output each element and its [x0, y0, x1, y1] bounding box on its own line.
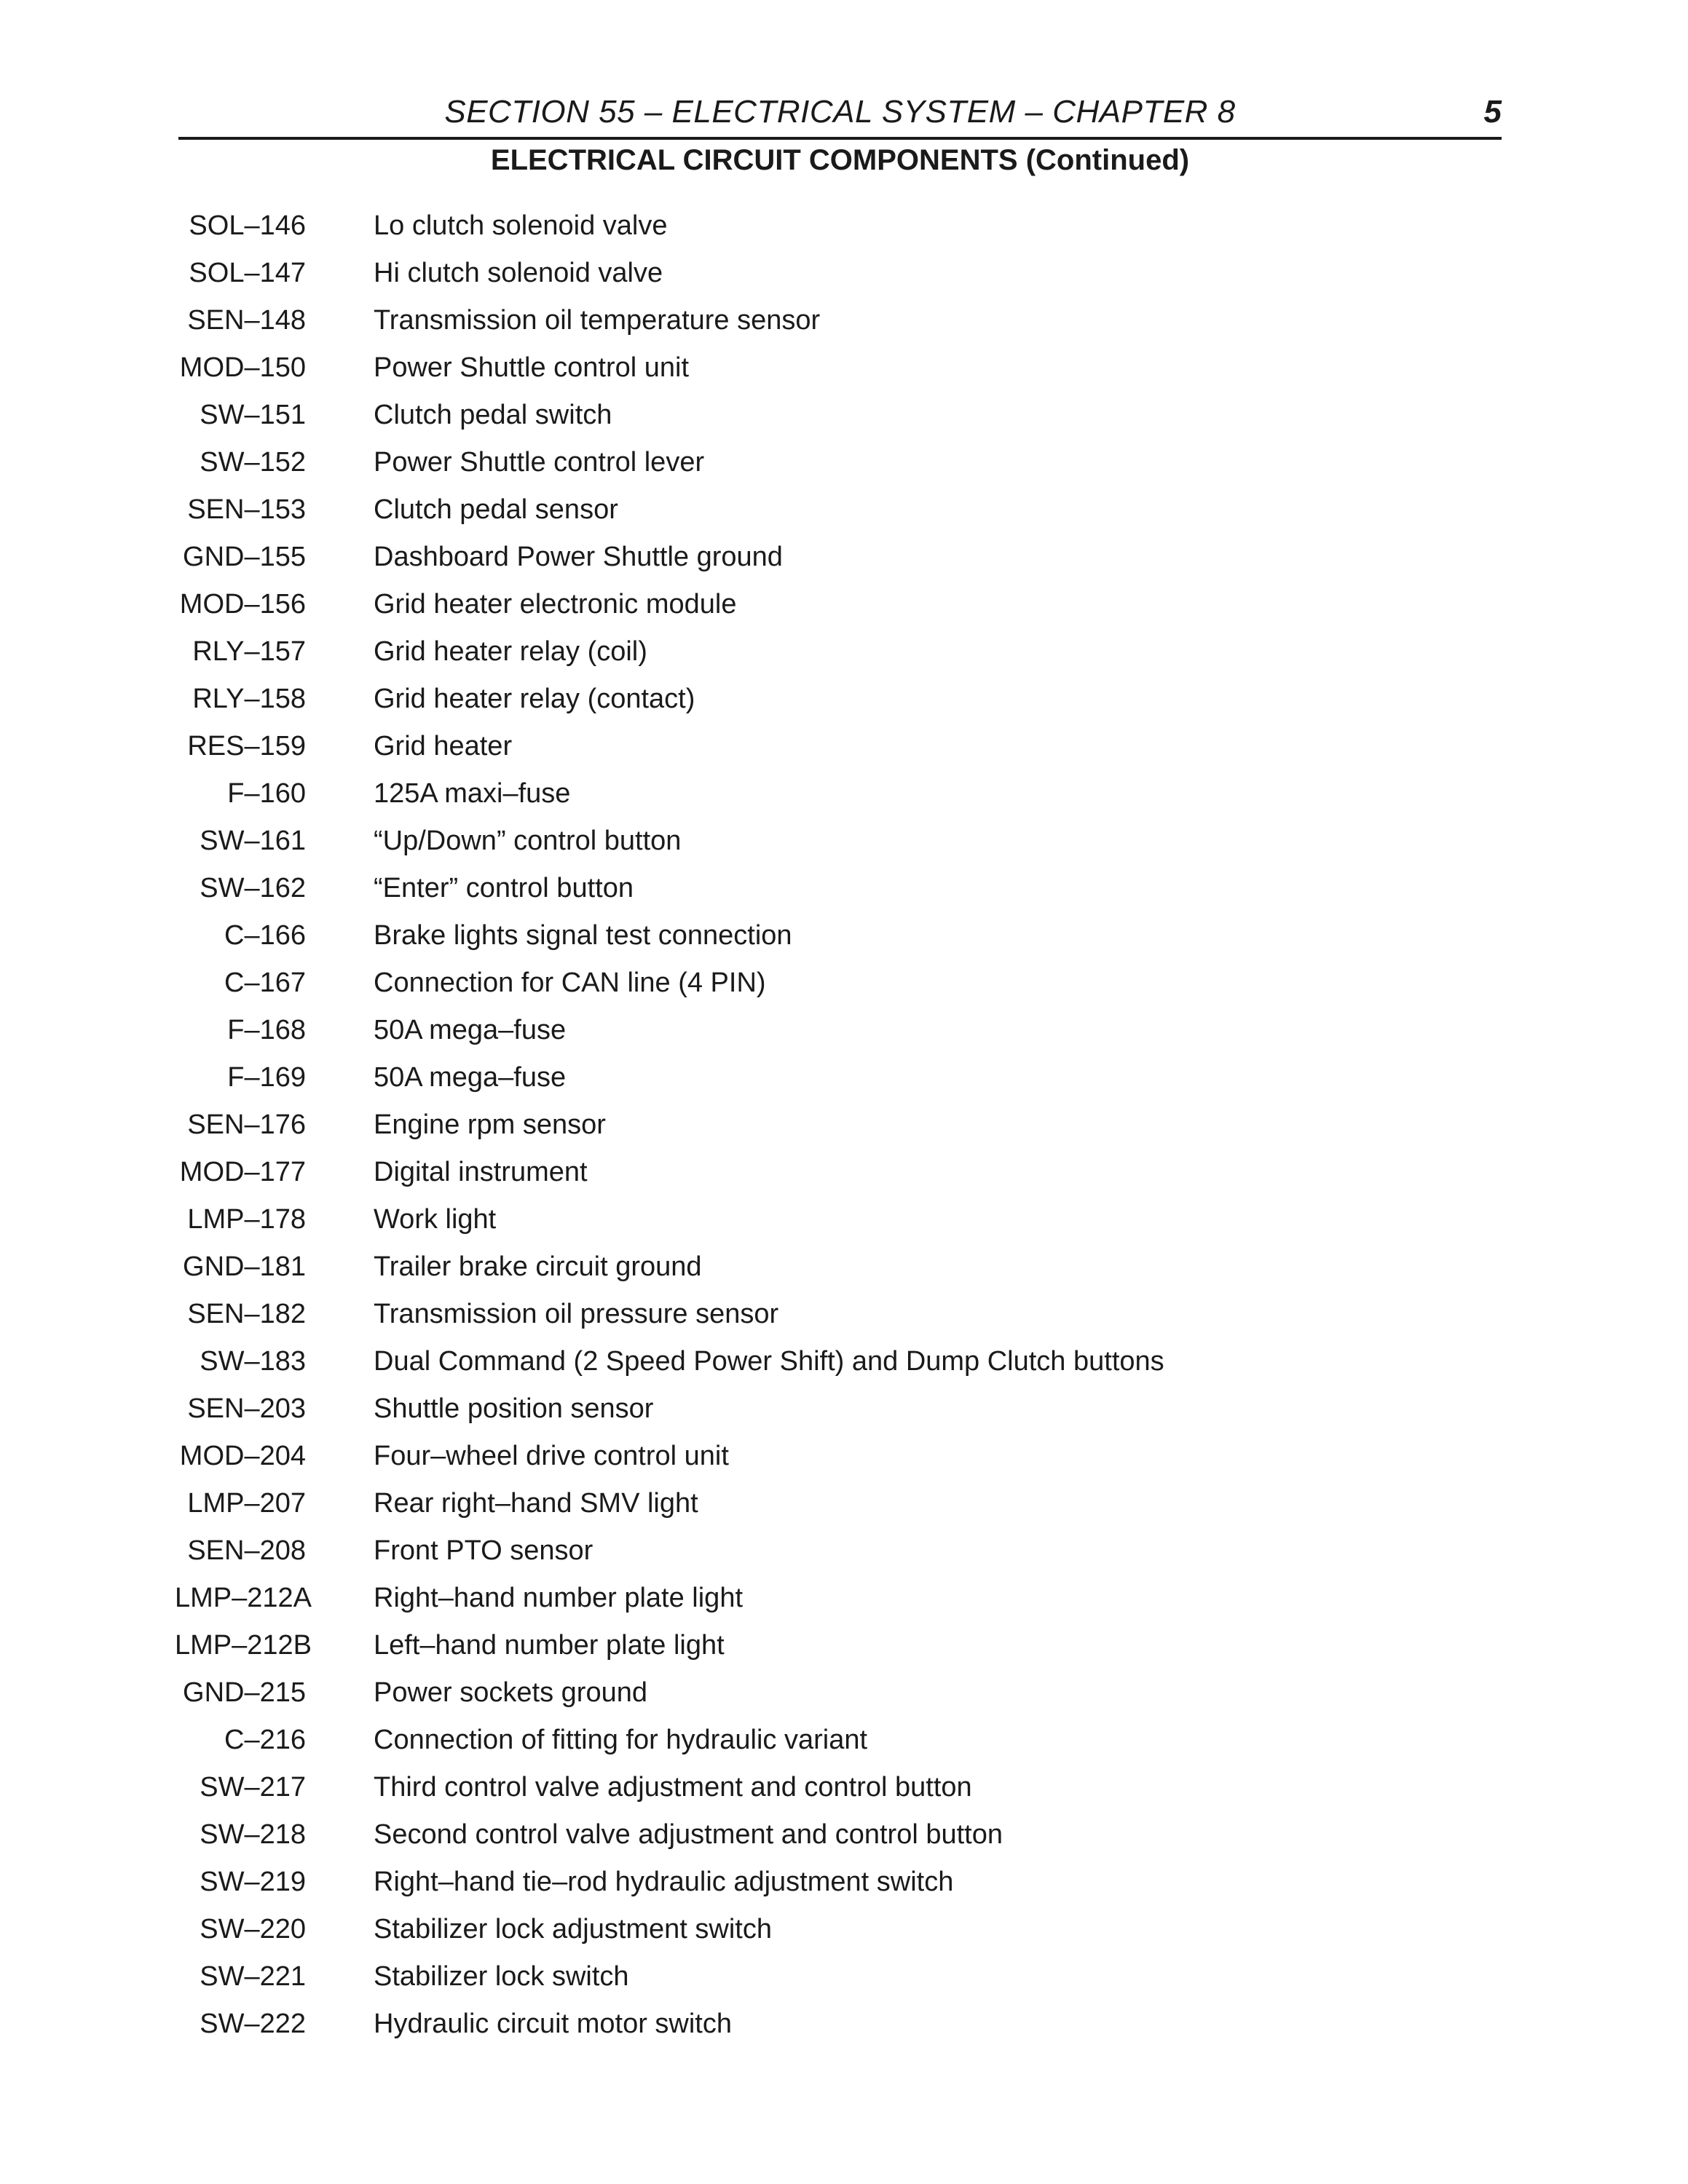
component-description: Trailer brake circuit ground	[374, 1251, 702, 1282]
component-description: Left–hand number plate light	[374, 1630, 725, 1661]
component-description: Dashboard Power Shuttle ground	[374, 542, 783, 572]
component-code: MOD–150	[179, 352, 306, 383]
component-row	[175, 1338, 1500, 1385]
component-code: SEN–208	[187, 1535, 306, 1566]
component-row	[175, 1764, 1500, 1811]
component-row	[175, 344, 1500, 392]
component-row	[175, 486, 1500, 534]
component-description: Right–hand tie–rod hydraulic adjustment switch	[374, 1867, 954, 1897]
component-description: Second control valve adjustment and control button	[374, 1819, 1003, 1850]
component-code: SW–220	[200, 1914, 306, 1944]
component-row	[175, 1480, 1500, 1527]
page-number: 5	[1483, 94, 1502, 130]
component-code: LMP–207	[187, 1488, 306, 1519]
component-row	[175, 202, 1500, 250]
component-row	[175, 912, 1500, 960]
component-row	[175, 2001, 1500, 2048]
component-row	[175, 960, 1500, 1007]
component-row	[175, 1527, 1500, 1575]
component-description: 50A mega–fuse	[374, 1015, 567, 1045]
component-description: Shuttle position sensor	[374, 1393, 654, 1424]
component-row	[175, 1243, 1500, 1291]
component-code: SW–162	[200, 873, 306, 903]
component-code: GND–215	[183, 1677, 306, 1708]
component-code: SW–161	[200, 826, 306, 856]
component-row	[175, 1433, 1500, 1480]
component-row	[175, 1953, 1500, 2001]
component-description: “Enter” control button	[374, 873, 634, 903]
component-code: SW–221	[200, 1961, 306, 1992]
component-code: LMP–212A	[175, 1583, 312, 1613]
component-code: MOD–177	[179, 1157, 306, 1187]
component-description: Power Shuttle control unit	[374, 352, 690, 383]
component-code: SW–183	[200, 1346, 306, 1377]
page-header	[178, 92, 1502, 140]
component-code: C–216	[224, 1725, 306, 1755]
component-description: Right–hand number plate light	[374, 1583, 744, 1613]
component-description: Hydraulic circuit motor switch	[374, 2009, 732, 2039]
component-code: SEN–153	[187, 494, 306, 525]
component-row	[175, 534, 1500, 581]
component-code: GND–181	[183, 1251, 306, 1282]
component-code: C–166	[224, 920, 306, 951]
running-title: SECTION 55 – ELECTRICAL SYSTEM – CHAPTER 8	[444, 94, 1236, 130]
component-description: 50A mega–fuse	[374, 1062, 567, 1093]
component-row	[175, 1291, 1500, 1338]
component-description: 125A maxi–fuse	[374, 778, 571, 809]
component-description: Connection of fitting for hydraulic variant	[374, 1725, 868, 1755]
component-code: SW–151	[200, 400, 306, 430]
component-row	[175, 1811, 1500, 1859]
component-list	[175, 202, 1500, 2048]
component-code: GND–155	[183, 542, 306, 572]
component-code: C–167	[224, 968, 306, 998]
component-row	[175, 865, 1500, 912]
component-description: Front PTO sensor	[374, 1535, 593, 1566]
component-description: Grid heater electronic module	[374, 589, 737, 620]
component-row	[175, 1575, 1500, 1622]
component-code: F–160	[227, 778, 306, 809]
component-description: Grid heater relay (coil)	[374, 636, 647, 667]
component-row	[175, 1007, 1500, 1054]
component-description: Transmission oil temperature sensor	[374, 305, 821, 336]
component-code: MOD–156	[179, 589, 306, 620]
component-description: Four–wheel drive control unit	[374, 1441, 729, 1471]
component-row	[175, 1196, 1500, 1243]
component-row	[175, 818, 1500, 865]
component-row	[175, 1054, 1500, 1101]
component-description: Transmission oil pressure sensor	[374, 1299, 779, 1329]
component-description: Rear right–hand SMV light	[374, 1488, 698, 1519]
component-code: SW–219	[200, 1867, 306, 1897]
component-code: SOL–146	[189, 210, 306, 241]
component-row	[175, 581, 1500, 628]
component-description: Clutch pedal sensor	[374, 494, 618, 525]
component-row	[175, 439, 1500, 486]
component-row	[175, 1717, 1500, 1764]
component-code: RLY–158	[192, 684, 306, 714]
component-code: SOL–147	[189, 258, 306, 288]
component-code: SW–152	[200, 447, 306, 478]
component-code: F–168	[227, 1015, 306, 1045]
component-description: Clutch pedal switch	[374, 400, 612, 430]
component-code: LMP–212B	[175, 1630, 312, 1661]
component-row	[175, 1622, 1500, 1669]
component-description: Grid heater relay (contact)	[374, 684, 695, 714]
component-description: Digital instrument	[374, 1157, 588, 1187]
component-row	[175, 392, 1500, 439]
component-description: Brake lights signal test connection	[374, 920, 792, 951]
component-row	[175, 1906, 1500, 1953]
component-description: Connection for CAN line (4 PIN)	[374, 968, 766, 998]
component-row	[175, 1669, 1500, 1717]
component-row	[175, 1385, 1500, 1433]
component-code: RLY–157	[192, 636, 306, 667]
component-code: LMP–178	[187, 1204, 306, 1235]
component-code: SW–222	[200, 2009, 306, 2039]
component-code: SW–217	[200, 1772, 306, 1803]
component-description: Grid heater	[374, 731, 513, 761]
component-code: SEN–176	[187, 1109, 306, 1140]
component-row	[175, 1149, 1500, 1196]
component-code: RES–159	[187, 731, 306, 761]
component-row	[175, 297, 1500, 344]
component-code: SW–218	[200, 1819, 306, 1850]
component-row	[175, 676, 1500, 723]
component-code: MOD–204	[179, 1441, 306, 1471]
component-description: Third control valve adjustment and control button	[374, 1772, 972, 1803]
component-row	[175, 628, 1500, 676]
component-description: Lo clutch solenoid valve	[374, 210, 668, 241]
component-description: Work light	[374, 1204, 497, 1235]
component-code: SEN–203	[187, 1393, 306, 1424]
component-description: Power Shuttle control lever	[374, 447, 705, 478]
component-description: “Up/Down” control button	[374, 826, 682, 856]
component-row	[175, 1101, 1500, 1149]
component-description: Hi clutch solenoid valve	[374, 258, 663, 288]
section-heading: ELECTRICAL CIRCUIT COMPONENTS (Continued)	[490, 144, 1190, 176]
component-description: Stabilizer lock switch	[374, 1961, 629, 1992]
component-code: F–169	[227, 1062, 306, 1093]
component-row	[175, 723, 1500, 770]
component-description: Engine rpm sensor	[374, 1109, 606, 1140]
component-row	[175, 250, 1500, 297]
component-description: Stabilizer lock adjustment switch	[374, 1914, 772, 1944]
component-description: Power sockets ground	[374, 1677, 647, 1708]
component-row	[175, 1859, 1500, 1906]
component-code: SEN–148	[187, 305, 306, 336]
component-row	[175, 770, 1500, 818]
component-code: SEN–182	[187, 1299, 306, 1329]
component-description: Dual Command (2 Speed Power Shift) and Dump Clutch buttons	[374, 1346, 1164, 1377]
